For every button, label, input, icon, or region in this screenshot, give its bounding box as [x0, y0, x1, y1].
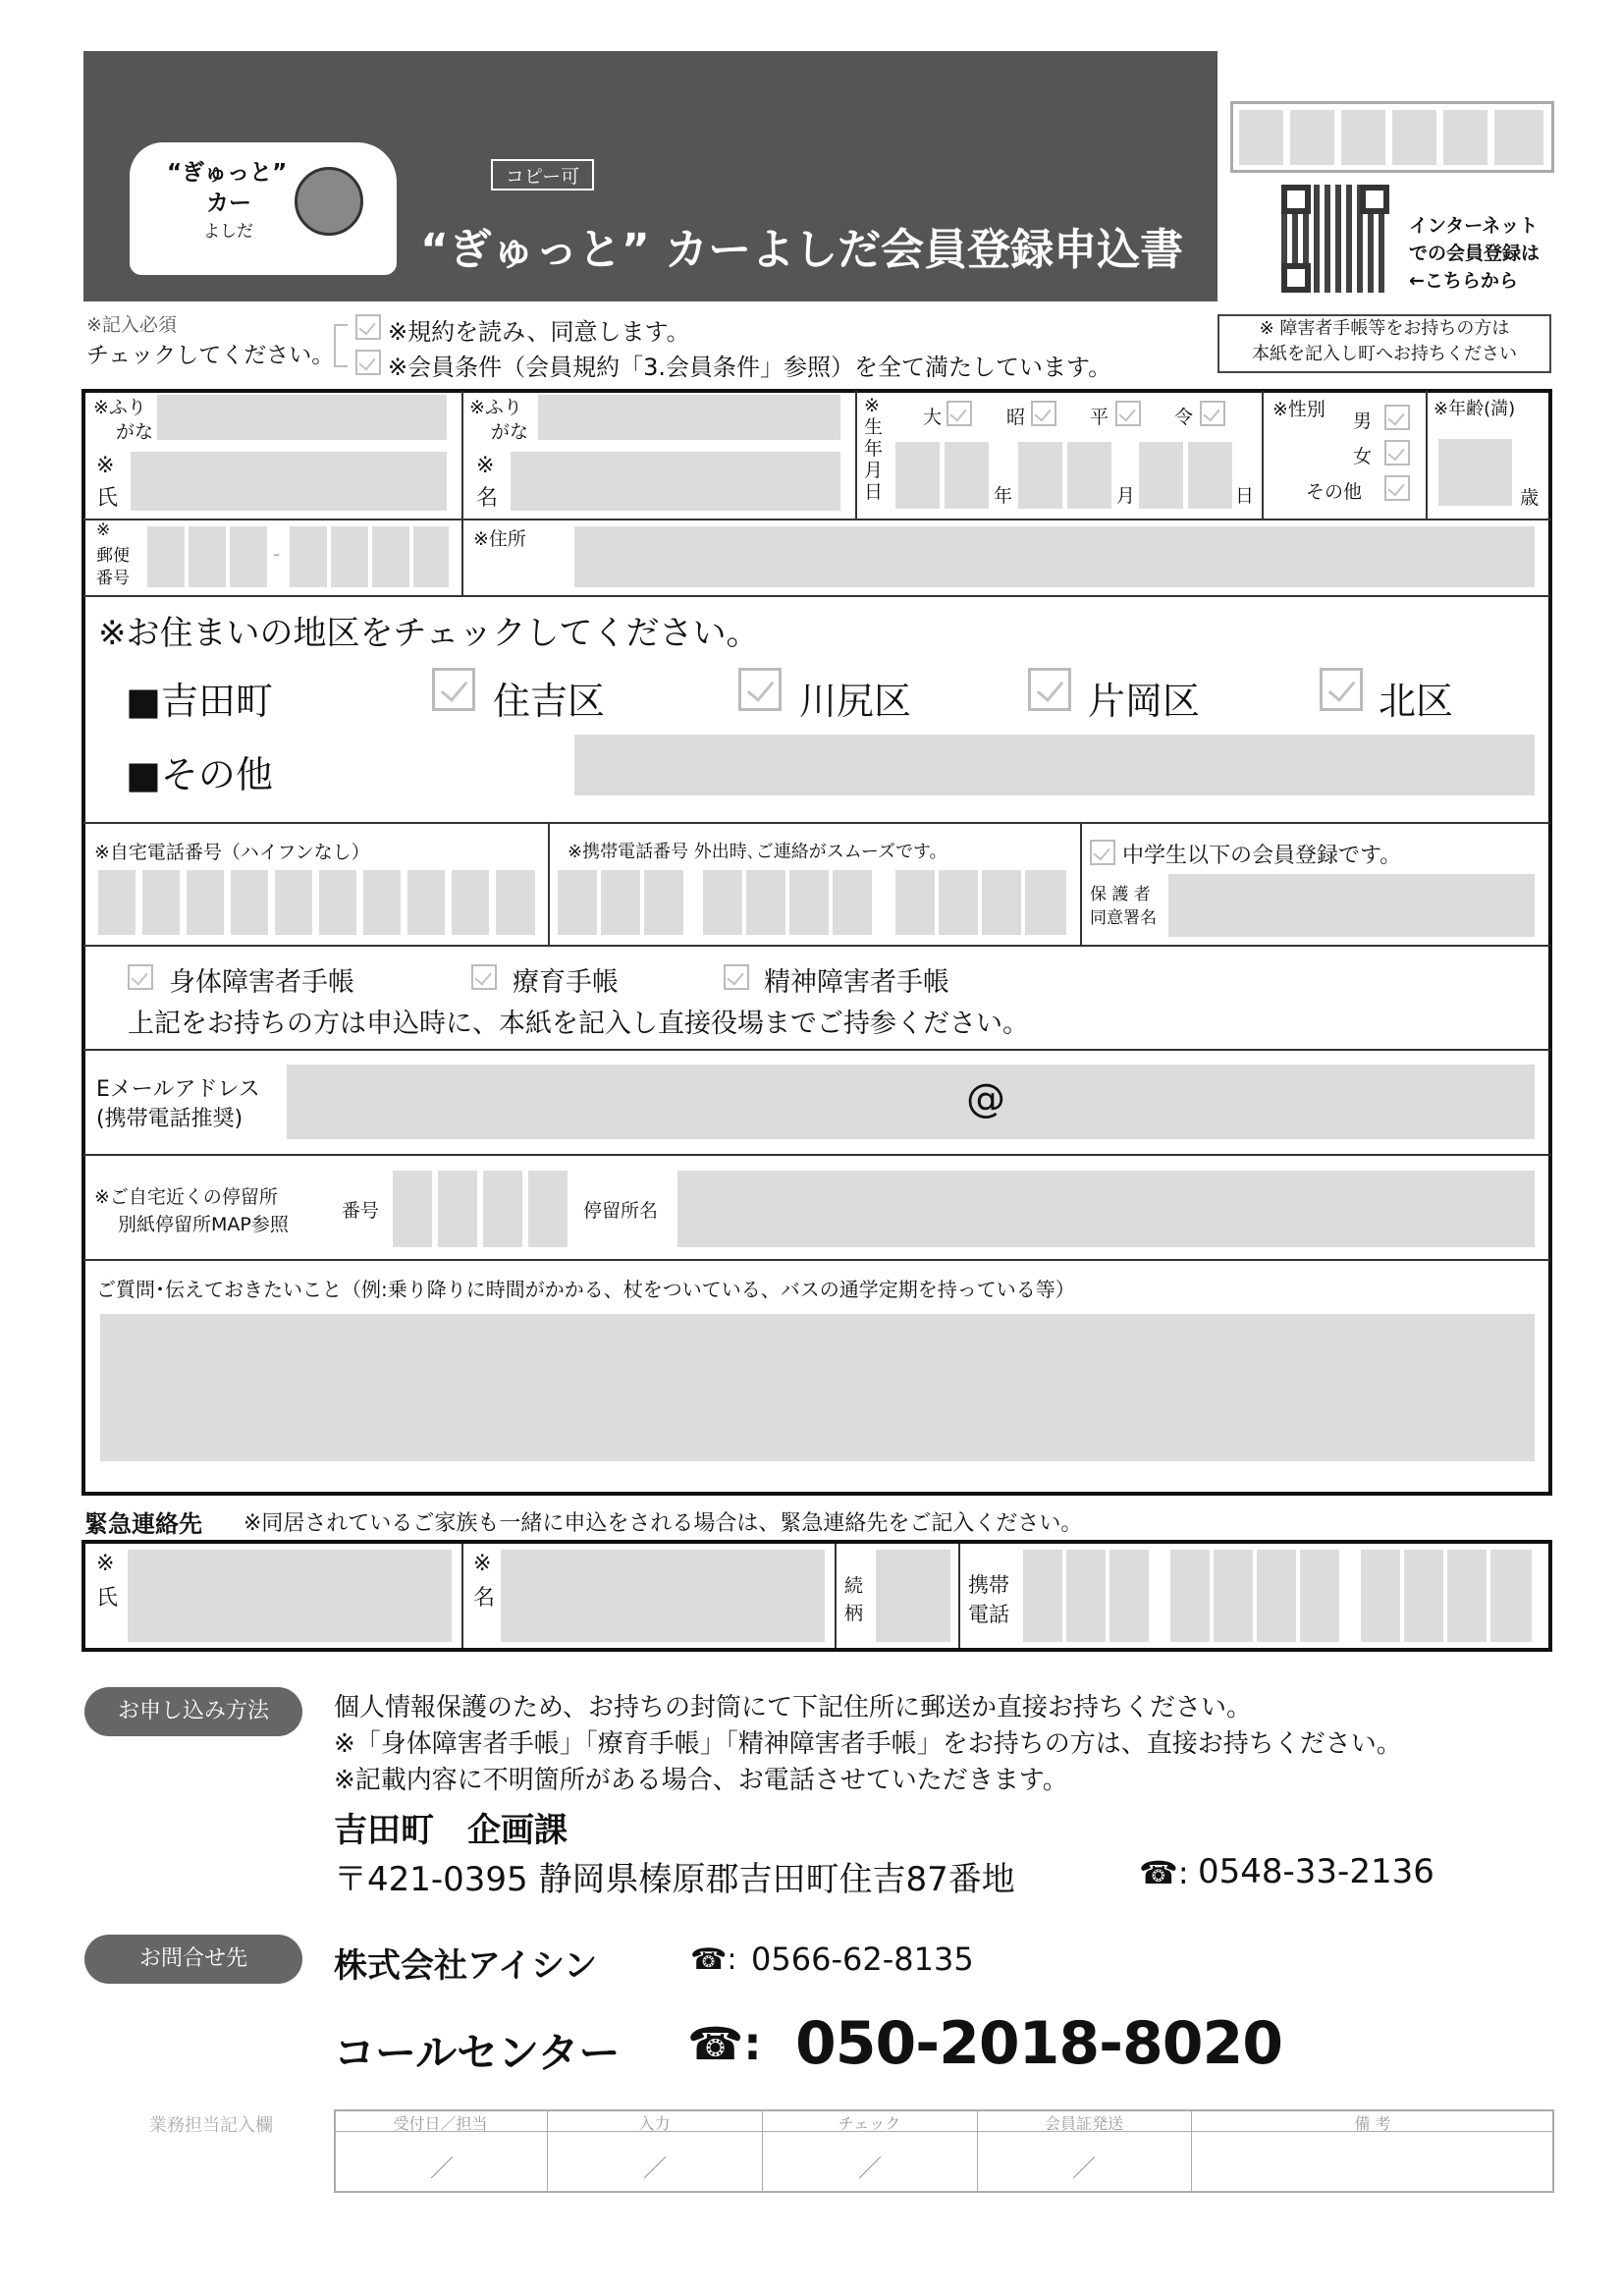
handbook-notice — [1217, 314, 1551, 373]
furigana-label-given-2: がな — [491, 421, 529, 443]
emergency-given-label: 名 — [473, 1586, 496, 1611]
gender-label: ※性別 — [1272, 399, 1325, 420]
stop-name-field[interactable] — [677, 1171, 1535, 1247]
agree-conditions-checkbox[interactable] — [355, 350, 381, 375]
birth-year-cell-1[interactable] — [895, 442, 940, 509]
age-label: ※年齢(満) — [1434, 399, 1516, 419]
office-slash-3: ／ — [858, 2155, 882, 2182]
handbook-mental-checkbox[interactable] — [724, 964, 749, 990]
emergency-given-field[interactable] — [501, 1550, 825, 1642]
day-unit: 日 — [1235, 485, 1255, 507]
handbook-rehab-checkbox[interactable] — [471, 964, 497, 990]
district-kita-checkbox[interactable] — [1320, 668, 1363, 711]
emergency-note: ※同居されているご家族も一緒に申込をされる場合は、緊急連絡先をご記入ください。 — [243, 1511, 1083, 1536]
postal-cell-3[interactable] — [230, 526, 267, 587]
birth-day-cell-1[interactable] — [1139, 442, 1183, 509]
email-label-2: (携帯電話推奨) — [96, 1107, 243, 1131]
furigana-label-given: ※ふり — [469, 397, 522, 418]
qr-code[interactable] — [1281, 185, 1389, 293]
mobile-phone-cells[interactable] — [558, 870, 1070, 935]
junior-label: 中学生以下の会員登録です。 — [1122, 844, 1402, 868]
question-label: ご質問･伝えておきたいこと（例:乗り降りに時間がかかる、杖をついている、バスの通学定期を持っている等） — [96, 1278, 1075, 1301]
age-field[interactable] — [1438, 439, 1512, 506]
qr-caption-2: での会員登録は — [1409, 243, 1541, 264]
qr-caption-1: インターネット — [1409, 215, 1539, 237]
furigana-label-surname-2: がな — [116, 421, 154, 443]
emergency-surname-req: ※ — [96, 1552, 115, 1576]
surname-furigana-field[interactable] — [157, 395, 447, 440]
postal-cell-4[interactable] — [290, 526, 327, 587]
relation-label-2: 柄 — [844, 1603, 864, 1624]
era-heisei-checkbox[interactable] — [1115, 401, 1141, 426]
district-kataoka-checkbox[interactable] — [1028, 668, 1071, 711]
given-furigana-field[interactable] — [538, 395, 840, 440]
apply-method-pill: お申し込み方法 — [84, 1687, 302, 1736]
birth-month-cell-1[interactable] — [1018, 442, 1062, 509]
age-unit: 歳 — [1520, 487, 1540, 509]
era-showa-label: 昭 — [1006, 407, 1026, 428]
postal-label-1: 郵便 — [96, 546, 130, 566]
gender-female-label: 女 — [1353, 446, 1373, 467]
emergency-given-req: ※ — [473, 1552, 492, 1576]
office-col-remarks: 備 考 — [1354, 2114, 1391, 2133]
emergency-mobile-label-2: 電話 — [968, 1603, 1009, 1626]
emergency-title: 緊急連絡先 — [84, 1510, 202, 1538]
bracket — [334, 324, 348, 367]
handbook-mental-label: 精神障害者手帳 — [764, 967, 949, 998]
guardian-label-2: 同意署名 — [1090, 908, 1157, 928]
district-sumiyoshi-checkbox[interactable] — [432, 668, 475, 711]
given-req-mark: ※ — [476, 454, 495, 478]
postal-cell-2[interactable] — [189, 526, 226, 587]
era-heisei-label: 平 — [1090, 407, 1109, 428]
logo-line3: よしだ — [203, 222, 253, 242]
apply-address: 〒421-0395 静岡県榛原郡吉田町住吉87番地 — [334, 1860, 1015, 1899]
logo-line2: カー — [206, 191, 251, 216]
guardian-signature-field[interactable] — [1168, 874, 1535, 937]
office-col-input: 入力 — [638, 2114, 671, 2133]
stop-number-cell-4[interactable] — [528, 1171, 568, 1247]
district-kawashiri-checkbox[interactable] — [738, 668, 782, 711]
stop-number-label: 番号 — [342, 1200, 380, 1222]
postal-label-2: 番号 — [96, 569, 130, 588]
handbook-physical-checkbox[interactable] — [128, 964, 153, 990]
relation-field[interactable] — [876, 1550, 950, 1642]
required-label: ※記入必須 — [86, 314, 177, 336]
birth-month-cell-2[interactable] — [1067, 442, 1111, 509]
era-reiwa-label: 令 — [1174, 407, 1194, 428]
mobile-phone-label: ※携帯電話番号 外出時､ご連絡がスムーズです。 — [568, 842, 947, 862]
office-slash-2: ／ — [643, 2155, 667, 2182]
postal-cell-7[interactable] — [413, 526, 449, 587]
stop-name-label: 停留所名 — [583, 1200, 659, 1222]
apply-department: 吉田町 企画課 — [334, 1811, 568, 1850]
emergency-surname-field[interactable] — [128, 1550, 452, 1642]
logo-line1: “ぎゅっと” — [167, 160, 288, 186]
agree-conditions-label: ※会員条件（会員規約「3.会員条件」参照）を全て満たしています。 — [388, 354, 1112, 381]
apply-phone: 0548-33-2136 — [1198, 1852, 1434, 1891]
surname-field[interactable] — [131, 452, 447, 511]
month-unit: 月 — [1116, 485, 1136, 507]
callcenter-label: コールセンター — [334, 2029, 621, 2077]
birth-label: ※生年月日 — [864, 395, 884, 503]
home-phone-label: ※自宅電話番号（ハイフンなし） — [94, 842, 370, 863]
surname-label: 氏 — [96, 486, 119, 511]
stop-number-cell-3[interactable] — [483, 1171, 522, 1247]
district-other-field[interactable] — [574, 735, 1535, 795]
stamp-box-row — [1230, 101, 1554, 173]
callcenter-phone: 050-2018-8020 — [795, 2009, 1283, 2078]
office-col-check: チェック — [838, 2114, 901, 2133]
handbook-physical-label: 身体障害者手帳 — [169, 967, 354, 998]
contact-company: 株式会社アイシン — [334, 1946, 598, 1986]
contact-pill: お問合せ先 — [84, 1935, 302, 1984]
surname-req-mark: ※ — [96, 454, 115, 478]
gender-female-checkbox[interactable] — [1384, 440, 1410, 465]
guardian-label-1: 保 護 者 — [1090, 885, 1151, 904]
office-use-label: 業務担当記入欄 — [149, 2115, 273, 2136]
office-col-card: 会員証発送 — [1044, 2114, 1123, 2133]
postal-cell-5[interactable] — [331, 526, 368, 587]
handbook-notice-line2: 本紙を記入し町へお持ちください — [1252, 344, 1517, 364]
stop-number-cell-1[interactable] — [393, 1171, 432, 1247]
company-phone-icon: ☎: — [690, 1942, 737, 1977]
apply-line-2: ※「身体障害者手帳」「療育手帳」「精神障害者手帳」をお持ちの方は、直接お持ちください。 — [334, 1729, 1402, 1759]
birth-year-cell-2[interactable] — [945, 442, 989, 509]
era-taisho-label: 大 — [923, 407, 943, 428]
check-instruction: チェックしてください。 — [86, 343, 335, 368]
contact-company-phone: 0566-62-8135 — [751, 1941, 974, 1978]
postal-cell-1[interactable] — [147, 526, 185, 587]
page-title: “ぎゅっと” カーよしだ会員登録申込書 — [420, 225, 1184, 275]
junior-checkbox[interactable] — [1090, 840, 1115, 865]
district-sumiyoshi-label: 住吉区 — [493, 680, 606, 723]
address-label: ※住所 — [473, 528, 526, 550]
era-showa-checkbox[interactable] — [1031, 401, 1056, 426]
bus-stop-label-2: 別紙停留所MAP参照 — [118, 1214, 289, 1235]
gender-other-label: その他 — [1306, 481, 1363, 503]
relation-label-1: 続 — [844, 1575, 864, 1597]
office-col-received: 受付日／担当 — [393, 2114, 488, 2133]
apply-line-3: ※記載内容に不明箇所がある場合、お電話させていただきます。 — [334, 1766, 1068, 1795]
emergency-mobile-label-1: 携帯 — [968, 1573, 1009, 1597]
logo-globe-icon — [295, 167, 363, 236]
apply-line-1: 個人情報保護のため、お持ちの封筒にて下記住所に郵送か直接お持ちください。 — [334, 1693, 1252, 1722]
gender-male-checkbox[interactable] — [1384, 405, 1410, 430]
era-reiwa-checkbox[interactable] — [1200, 401, 1225, 426]
agree-rules-label: ※規約を読み、同意します。 — [388, 318, 690, 346]
district-kita-label: 北区 — [1379, 680, 1454, 723]
district-kataoka-label: 片岡区 — [1088, 680, 1201, 723]
gender-male-label: 男 — [1353, 410, 1373, 432]
email-label-1: Eメールアドレス — [96, 1077, 260, 1102]
postal-dash: - — [273, 542, 281, 566]
district-other: ■その他 — [126, 753, 273, 796]
handbook-rehab-label: 療育手帳 — [513, 967, 619, 998]
logo — [130, 142, 397, 275]
given-label: 名 — [476, 486, 499, 511]
handbook-notice-line1: ※ 障害者手帳等をお持ちの方は — [1259, 318, 1510, 339]
office-slash-1: ／ — [430, 2155, 454, 2182]
agree-rules-checkbox[interactable] — [355, 314, 381, 340]
copy-badge: コピー可 — [491, 159, 594, 191]
stop-number-cell-2[interactable] — [438, 1171, 477, 1247]
emergency-surname-label: 氏 — [96, 1586, 119, 1611]
question-field[interactable] — [100, 1314, 1535, 1461]
phone-icon: ☎: — [1139, 1854, 1189, 1891]
furigana-label-surname: ※ふり — [93, 397, 146, 418]
birth-day-cell-2[interactable] — [1188, 442, 1232, 509]
gender-other-checkbox[interactable] — [1384, 475, 1410, 501]
given-name-field[interactable] — [511, 452, 840, 511]
district-yoshida: ■吉田町 — [126, 680, 273, 723]
handbook-note: 上記をお持ちの方は申込時に、本紙を記入し直接役場までご持参ください。 — [128, 1009, 1029, 1039]
bus-stop-label-1: ※ご自宅近くの停留所 — [94, 1186, 278, 1208]
postal-cell-6[interactable] — [372, 526, 409, 587]
district-kawashiri-label: 川尻区 — [799, 680, 912, 723]
callcenter-phone-icon: ☎: — [687, 2017, 762, 2070]
address-field[interactable] — [574, 526, 1535, 587]
home-phone-cells[interactable] — [98, 870, 538, 935]
emergency-mobile-cells[interactable] — [1023, 1550, 1543, 1642]
postal-req-mark: ※ — [96, 520, 111, 540]
office-slash-4: ／ — [1072, 2155, 1096, 2182]
year-unit: 年 — [994, 485, 1013, 507]
email-at-sign: @ — [966, 1076, 1005, 1121]
email-field[interactable] — [287, 1065, 1535, 1139]
era-taisho-checkbox[interactable] — [947, 401, 972, 426]
qr-caption-3: ←こちらから — [1409, 270, 1518, 292]
district-heading: ※お住まいの地区をチェックしてください。 — [98, 614, 760, 653]
